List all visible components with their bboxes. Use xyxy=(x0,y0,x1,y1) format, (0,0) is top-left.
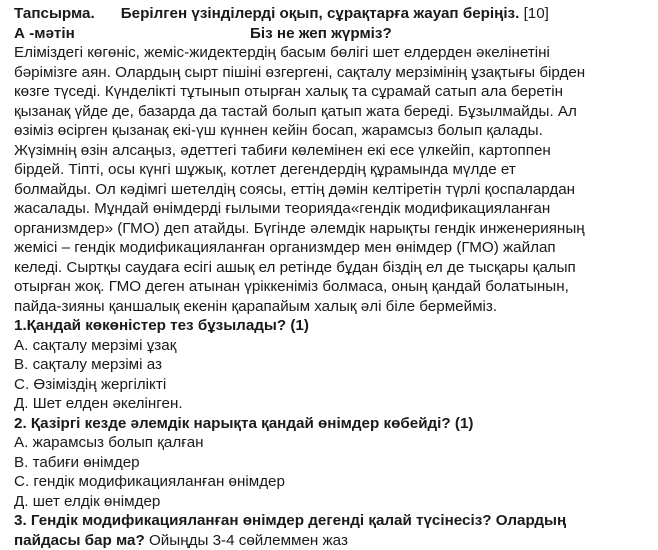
passage-line: өзіміз өсірген қызанақ екі-үш күннен кейін босап, жарамсыз болып қалады. xyxy=(14,121,658,141)
passage-line: отырған жоқ. ГМО деген атынан үріккеніміз болмаса, оның қандай болатынын, xyxy=(14,277,658,297)
question-text: 3. Гендік модификацияланған өнімдер дегенді қалай түсінесіз? Олардың xyxy=(14,511,658,531)
question-3-bold-part: пайдасы бар ма? xyxy=(14,532,145,549)
question-2 xyxy=(14,414,658,512)
answer-option: А. сақталу мерзімі ұзақ xyxy=(14,336,658,356)
text-subheader xyxy=(14,24,658,44)
answer-option: В. сақталу мерзімі аз xyxy=(14,355,658,375)
task-label: Тапсырма. xyxy=(14,5,95,22)
question-text: 2. Қазіргі кезде әлемдік нарықта қандай өнімдер көбейді? (1) xyxy=(14,414,658,434)
text-label: А -мәтін xyxy=(14,24,250,44)
task-instruction: Берілген үзінділерді оқып, сұрақтарға жауап беріңіз. xyxy=(121,5,520,22)
question-3-instruction: Ойыңды 3-4 сөйлеммен жаз xyxy=(145,532,348,549)
passage-line: организмдер» (ГМО) деп атайды. Бүгінде әлемдік нарықты гендік инженерияның xyxy=(14,219,658,239)
passage-line: Жүзімнің өзін алсаңыз, әдеттегі табиғи көлемінен екі есе үлкейіп, картоппен xyxy=(14,141,658,161)
question-3 xyxy=(14,511,658,550)
passage-line: келеді. Сыртқы саудаға есігі ашық ел ретінде бұдан біздің ел де тысқары қалып xyxy=(14,258,658,278)
text-title: Біз не жеп жүрміз? xyxy=(250,24,392,44)
passage-line: жемісі – гендік модификацияланған организмдер мен өнімдер (ГМО) жайлап xyxy=(14,238,658,258)
answer-option: С. Өзіміздің жергілікті xyxy=(14,375,658,395)
passage-line: бірдей. Тіпті, осы күнгі шұжық, котлет дегендердің құрамында мүлде ет xyxy=(14,160,658,180)
passage-line: пайда-зияны қаншалық екенін қарапайым халық әлі біле бермейміз. xyxy=(14,297,658,317)
passage-line: бәрімізге аян. Олардың сырт пішіні өзгергені, сақталу мерзімінің ұзақтығы бірден xyxy=(14,63,658,83)
answer-option: Д. шет елдік өнімдер xyxy=(14,492,658,512)
question-1 xyxy=(14,316,658,414)
task-header xyxy=(14,4,658,24)
passage xyxy=(14,43,658,316)
passage-line: жасалады. Мұндай өнімдерді ғылыми теорияда«гендік модификацияланған xyxy=(14,199,658,219)
answer-option: А. жарамсыз болып қалған xyxy=(14,433,658,453)
passage-line: Еліміздегі көгөніс, жеміс-жидектердің басым бөлігі шет елдерден әкелінетіні xyxy=(14,43,658,63)
question-text-continued xyxy=(14,531,658,550)
passage-line: қызанақ үйде де, базарда да тастай болып қатып жата береді. Бұзылмайды. Ал xyxy=(14,102,658,122)
answer-option: В. табиғи өнімдер xyxy=(14,453,658,473)
answer-option: С. гендік модификацияланған өнімдер xyxy=(14,472,658,492)
passage-line: болмайды. Ол кәдімгі шетелдің соясы, еттің дәмін келтіретін түрлі қоспалардан xyxy=(14,180,658,200)
question-text: 1.Қандай көкөністер тез бұзылады? (1) xyxy=(14,316,658,336)
task-points: [10] xyxy=(524,5,549,22)
passage-line: көзге түседі. Күнделікті тұтынып отырған халық та сұрамай сатып ала беретін xyxy=(14,82,658,102)
answer-option: Д. Шет елден әкелінген. xyxy=(14,394,658,414)
